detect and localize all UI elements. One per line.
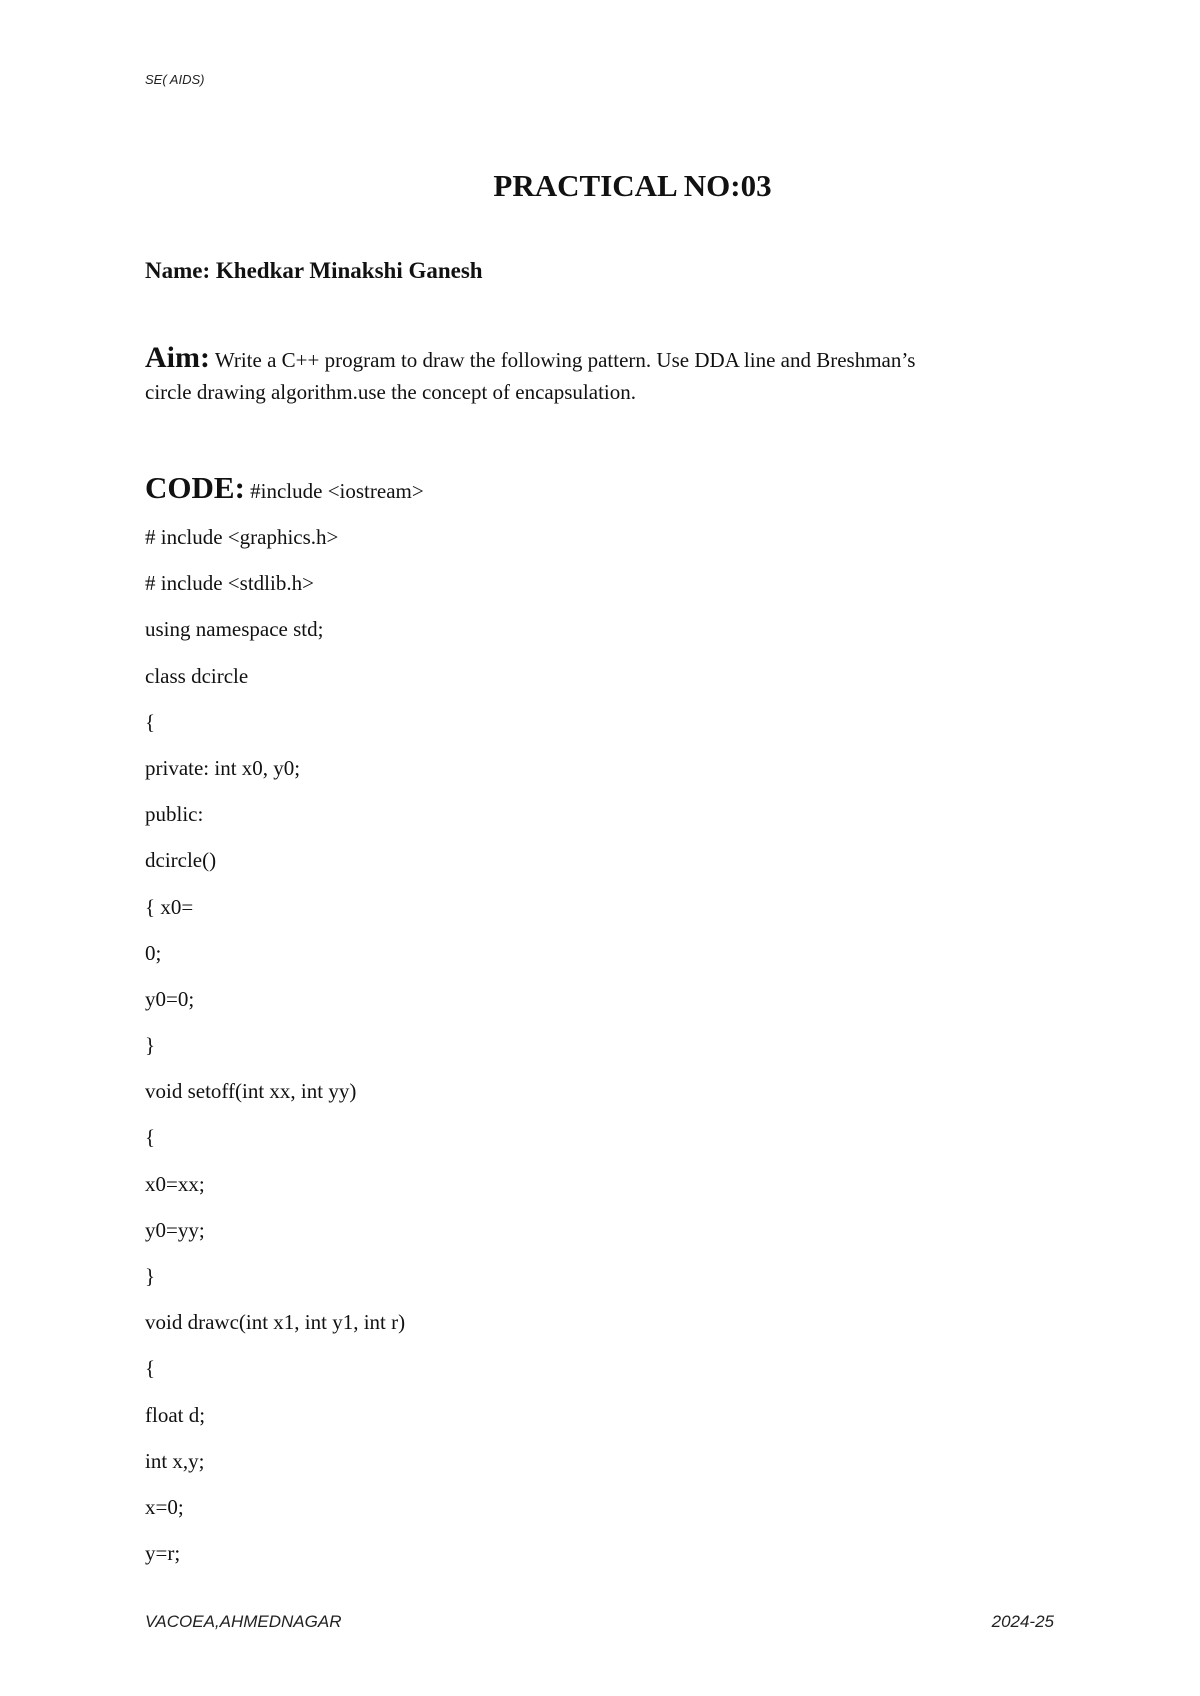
page-title: PRACTICAL NO:03 xyxy=(493,168,772,203)
code-line: y=r; xyxy=(145,1541,181,1566)
code-line: float d; xyxy=(145,1402,206,1427)
header-text: SE( AIDS) xyxy=(145,72,205,87)
code-line: } xyxy=(145,1264,156,1288)
code-line: x=0; xyxy=(145,1494,184,1519)
code-line: # include <stdlib.h> xyxy=(145,571,314,596)
code-label: CODE: xyxy=(145,470,245,505)
footer-institution: VACOEA,AHMEDNAGAR xyxy=(145,1612,342,1631)
code-block xyxy=(145,514,405,1576)
aim-label: Aim: xyxy=(145,341,210,374)
code-line: dcircle() xyxy=(145,848,217,873)
code-line: { xyxy=(145,1356,156,1381)
code-line: void setoff(int xx, int yy) xyxy=(145,1079,357,1104)
code-line: { xyxy=(145,1125,156,1150)
footer-year: 2024-25 xyxy=(991,1612,1054,1631)
student-name: Name: Khedkar Minakshi Ganesh xyxy=(145,258,483,283)
code-line: { x0= xyxy=(145,894,194,919)
code-line: public: xyxy=(145,802,204,827)
code-line: private: int x0, y0; xyxy=(145,755,301,780)
code-line: } xyxy=(145,1033,156,1058)
code-heading xyxy=(145,470,424,506)
code-line: { xyxy=(145,709,156,734)
aim-text: Write a C++ program to draw the following pattern. Use DDA line and Breshman’s circle drawing algorithm.use the concept of encapsulation. xyxy=(145,348,916,404)
code-first-line: #include <iostream> xyxy=(244,479,424,503)
code-line: using namespace std; xyxy=(145,617,324,642)
code-line: y0=yy; xyxy=(145,1217,205,1242)
aim-section xyxy=(145,342,965,408)
code-line: 0; xyxy=(145,940,162,965)
code-line: void drawc(int x1, int y1, int r) xyxy=(145,1310,406,1335)
code-line: # include <graphics.h> xyxy=(145,525,339,549)
code-line: int x,y; xyxy=(145,1448,205,1473)
code-line: x0=xx; xyxy=(145,1171,205,1196)
code-line: class dcircle xyxy=(145,663,249,688)
code-line: y0=0; xyxy=(145,986,195,1011)
